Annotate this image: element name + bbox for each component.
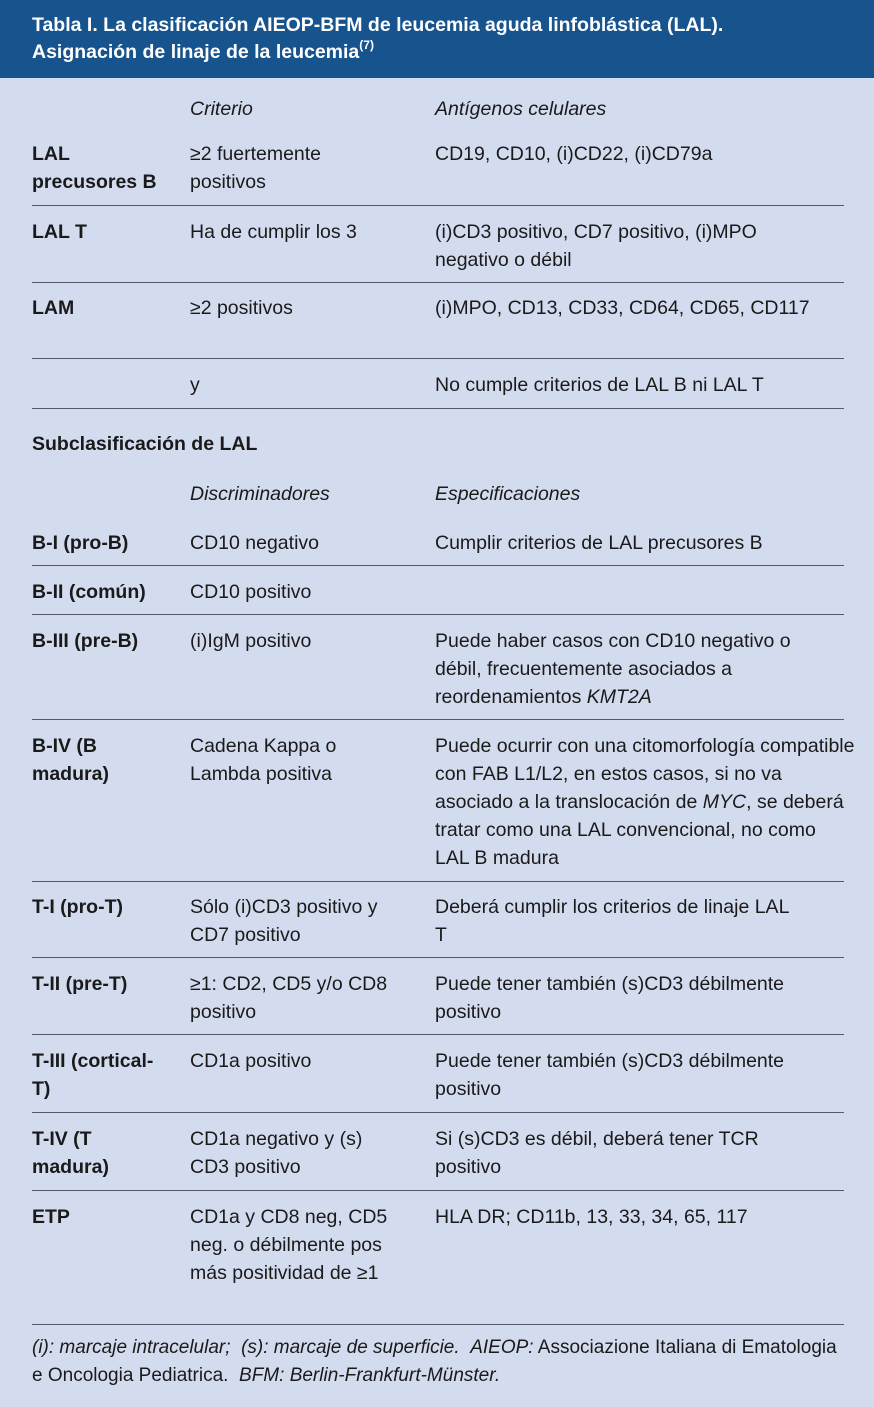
row-spec: Cumplir criterios de LAL precusores B <box>435 532 763 554</box>
table-row <box>32 1203 844 1325</box>
footnote-s: (s): marcaje de superficie. <box>241 1337 460 1358</box>
subclass-header-row <box>32 480 844 510</box>
row-criterio: y <box>190 374 200 396</box>
row-name: T-IV (T madura) <box>32 1128 109 1178</box>
table-row <box>32 627 844 720</box>
row-antigenos: CD19, CD10, (i)CD22, (i)CD79a <box>435 143 713 165</box>
row-disc: CD10 positivo <box>190 581 312 603</box>
row-spec: Puede tener también (s)CD3 débilmente positivo <box>435 973 785 1023</box>
row-spec-text: Puede ocurrir con una citomorfología compatible con FAB L1/L2, en estos casos, si no va asociado a la translocación de <box>435 735 855 813</box>
reference-superscript: (7) <box>359 37 374 52</box>
subclass-title: Subclasificación de LAL <box>32 433 258 455</box>
header-antigenos: Antígenos celulares <box>435 98 607 120</box>
row-name: T-II (pre-T) <box>32 973 128 995</box>
row-antigenos: (i)CD3 positivo, CD7 positivo, (i)MPO negativo o débil <box>435 221 757 271</box>
row-spec-gene: MYC <box>702 791 747 813</box>
lineage-header-row <box>32 95 844 125</box>
row-spec-gene: KMT2A <box>586 686 652 708</box>
table-row <box>32 970 844 1035</box>
header-discriminadores: Discriminadores <box>190 483 330 505</box>
row-name: LAL precusores B <box>32 143 157 193</box>
row-disc: CD10 negativo <box>190 532 319 554</box>
row-name: LAL T <box>32 221 87 243</box>
row-name: LAM <box>32 297 75 319</box>
row-antigenos: No cumple criterios de LAL B ni LAL T <box>435 374 764 396</box>
row-disc: Sólo (i)CD3 positivo y CD7 positivo <box>190 896 378 946</box>
table-title-line2-text: Asignación de linaje de la leucemia <box>32 41 360 63</box>
row-disc: Cadena Kappa o Lambda positiva <box>190 735 337 785</box>
footnote-bfm-full: Berlin-Frankfurt-Münster. <box>289 1365 501 1386</box>
row-spec-text-post: , se deberá tratar como una LAL convencional, no como LAL B madura <box>435 791 844 869</box>
row-antigenos: (i)MPO, CD13, CD33, CD64, CD65, CD117 <box>435 297 810 319</box>
row-name: ETP <box>32 1206 70 1228</box>
row-spec: Si (s)CD3 es débil, deberá tener TCR positivo <box>435 1128 759 1178</box>
header-especificaciones: Especificaciones <box>435 483 581 505</box>
footnote-aieop-abbr: AIEOP: <box>470 1337 534 1358</box>
row-disc: (i)IgM positivo <box>190 630 312 652</box>
table-row <box>32 140 844 206</box>
row-spec: HLA DR; CD11b, 13, 33, 34, 65, 117 <box>435 1206 748 1228</box>
row-disc: CD1a negativo y (s) CD3 positivo <box>190 1128 363 1178</box>
table-row <box>32 218 844 283</box>
table-title-line1: Tabla I. La clasificación AIEOP-BFM de leucemia aguda linfoblástica (LAL). <box>32 14 724 36</box>
row-spec: Deberá cumplir los criterios de linaje LAL T <box>435 896 789 946</box>
table-row <box>32 1125 844 1191</box>
header-criterio: Criterio <box>190 98 253 120</box>
row-spec-text: Puede haber casos con CD10 negativo o débil, frecuentemente asociados a reordenamientos <box>435 630 791 708</box>
row-name: B-I (pro-B) <box>32 532 129 554</box>
table-row <box>32 732 855 882</box>
table-row <box>32 1047 844 1113</box>
row-spec: Puede tener también (s)CD3 débilmente positivo <box>435 1050 785 1100</box>
row-criterio: Ha de cumplir los 3 <box>190 221 357 243</box>
row-criterio: ≥2 fuertemente positivos <box>190 143 322 193</box>
table-row <box>32 893 844 958</box>
table-row <box>32 529 844 566</box>
row-name: T-I (pro-T) <box>32 896 123 918</box>
row-name: T-III (cortical-T) <box>32 1050 154 1100</box>
row-disc: ≥1: CD2, CD5 y/o CD8 positivo <box>190 973 388 1023</box>
row-spec <box>435 732 855 872</box>
row-disc: CD1a positivo <box>190 1050 312 1072</box>
footnote-i: (i): marcaje intracelular; <box>32 1337 231 1358</box>
table-row <box>32 294 844 359</box>
footnote-aieop-full: Associazione Italiana di Ematologia e Oncologia Pediatrica. <box>32 1337 837 1386</box>
footnote-bfm-abbr: BFM: <box>239 1365 285 1386</box>
table-title-line2 <box>32 39 874 66</box>
row-spec <box>435 627 820 711</box>
row-criterio: ≥2 positivos <box>190 297 293 319</box>
table-title <box>0 0 874 78</box>
table-footnote <box>32 1334 844 1390</box>
table-row <box>32 371 844 409</box>
row-name: B-IV (B madura) <box>32 735 109 785</box>
row-name: B-II (común) <box>32 581 146 603</box>
row-disc: CD1a y CD8 neg, CD5 neg. o débilmente pos más positividad de ≥1 <box>190 1206 388 1284</box>
row-name: B-III (pre-B) <box>32 630 139 652</box>
table-row <box>32 578 844 615</box>
